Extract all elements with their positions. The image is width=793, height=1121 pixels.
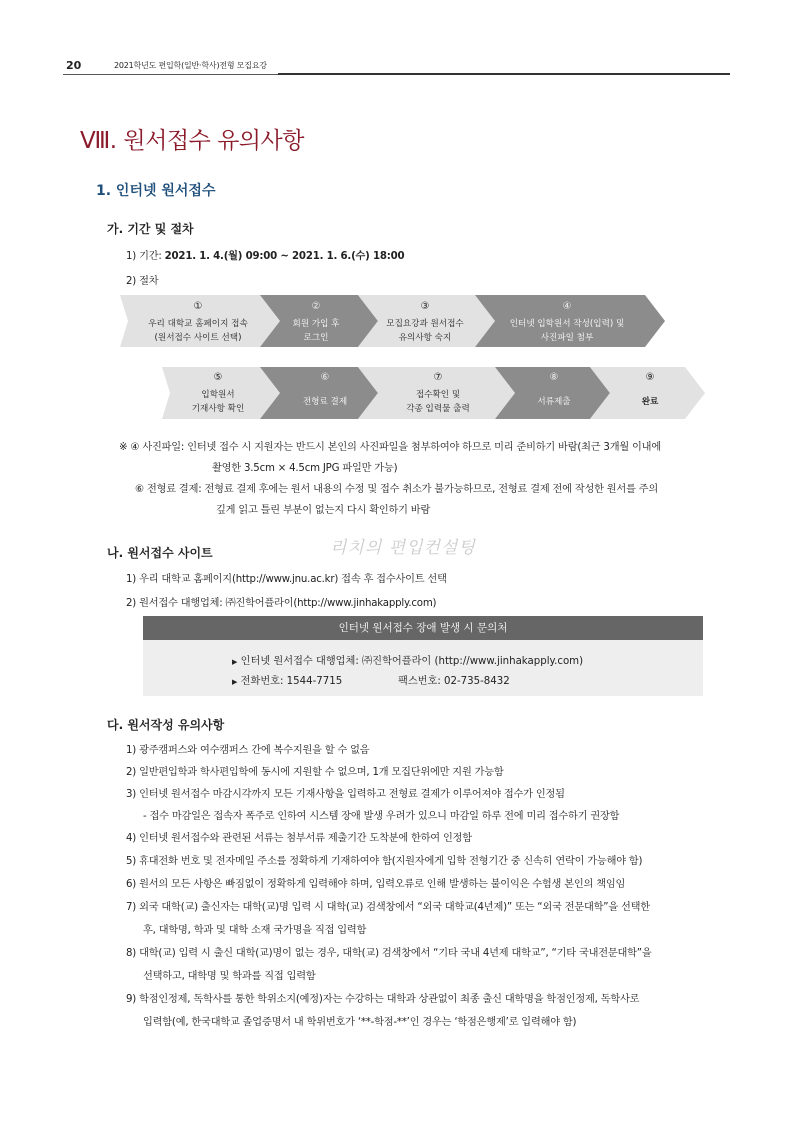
note-photo-text1: 인터넷 접수 시 지원자는 반드시 본인의 사진파일을 첨부하여야 하므로 미리 준비하기 바람(최근 3개월 이내에 [187,442,661,453]
step-7-num: ⑦ [433,372,443,383]
bullet-triangle-icon: ▶ [232,658,238,666]
chapter-title: Ⅷ. 원서접수 유의사항 [80,128,304,154]
step-1-line2: (원서접수 사이트 선택) [154,333,242,343]
note-fee-mark: ⑥ 전형료 결제: [135,484,202,495]
step-6-line1: 전형료 결제 [302,397,348,407]
notice-line-5: 5) 휴대전화 번호 및 전자메일 주소를 정확하게 기재하여야 함(지원자에게 입학 전형기간 중 신속히 연락이 가능해야 함) [126,856,643,867]
step-8-line1: 서류제출 [537,397,571,407]
notice-line-2: 2) 일반편입학과 학사편입학에 동시에 지원할 수 없으며, 1개 모집단위에만 지원 가능함 [126,767,504,778]
subsection-ga-title: 가. 기간 및 절차 [107,222,194,236]
header-divider-thick [278,73,730,75]
notice-line-9-cont: 입력함(예, 한국대학교 졸업증명서 내 학위번호가 ‘**-학점-**’인 경우는 ‘학점은행제’로 입력해야 함) [143,1017,577,1028]
site-item-2: 2) 원서접수 대행업체: ㈜진학어플라이(http://www.jinhakapply.com) [126,598,437,609]
step-7 [358,367,515,419]
notice-line-6: 6) 원서의 모든 사항은 빠짐없이 정확하게 입력해야 하며, 입력오류로 인해 발생하는 불이익은 수험생 본인의 책임임 [126,879,626,890]
contact-agency [232,652,583,667]
step-7-line1: 접수확인 및 [415,390,461,400]
notice-line-8: 8) 대학(교) 입력 시 출신 대학(교)명이 없는 경우, 대학(교) 검색창에서 “기타 국내 4년제 대학교”, “기타 국내전문대학”을 [126,948,652,959]
period-label: 1) 기간: [126,251,162,262]
page-number: 20 [66,59,82,72]
step-8-num: ⑧ [549,372,559,383]
step-6-num: ⑥ [320,372,330,383]
header-divider-thin [63,74,278,75]
step-4-line1: 인터넷 입학원서 작성(입력) 및 [509,319,625,329]
step-3 [358,295,495,347]
step-5 [162,367,280,419]
step-7-line2: 각종 입력물 출력 [406,404,470,414]
procedure-flow [120,295,720,425]
notice-line-8-cont: 선택하고, 대학명 및 학과를 직접 입력함 [143,971,316,982]
contact-agency-text: 인터넷 원서접수 대행업체: ㈜진학어플라이 (http://www.jinhakapply.com) [240,656,584,667]
contact-box-heading: 인터넷 원서접수 장애 발생 시 문의처 [143,616,703,640]
step-1 [120,295,280,347]
step-3-num: ③ [420,301,430,312]
note-fee-text1: 전형료 결제 후에는 원서 내용의 수정 및 접수 취소가 불가능하므로, 전형료 결제 전에 작성한 원서를 주의 [204,484,659,495]
contact-phone [232,672,342,687]
step-9-num: ⑨ [645,372,655,383]
step-5-line2: 기재사항 확인 [191,404,245,414]
contact-phone-text: 전화번호: 1544-7715 [240,676,343,687]
note-photo-mark: ※ ④ 사진파일: [119,442,185,453]
step-4-line2: 사진파일 첨부 [540,333,594,343]
step-1-num: ① [193,301,203,312]
subsection-da-title: 다. 원서작성 유의사항 [107,718,225,732]
watermark: 리치의 편입컨설팅 [330,538,476,558]
note-fee [135,480,658,495]
period-line [126,247,404,262]
notice-line-9: 9) 학점인정제, 독학사를 통한 학위소지(예정)자는 수강하는 대학과 상관없이 최종 출신 대학명을 학점인정제, 독학사로 [126,994,640,1005]
step-4-num: ④ [562,301,572,312]
notice-line-7-cont: 후, 대학명, 학과 및 대학 소재 국가명을 직접 입력함 [143,925,367,936]
step-9-line1: 완료 [641,397,659,407]
section-title: 1. 인터넷 원서접수 [96,183,216,199]
note-fee-text2: 깊게 읽고 틀린 부분이 없는지 다시 확인하기 바람 [216,505,431,516]
bullet-triangle-icon: ▶ [232,678,238,686]
note-photo-text2: 촬영한 3.5cm × 4.5cm JPG 파일만 가능) [212,463,398,474]
step-5-line1: 입학원서 [201,390,235,400]
step-3-line1: 모집요강과 원서접수 [386,319,464,329]
step-5-num: ⑤ [213,372,223,383]
step-2-num: ② [311,301,321,312]
subsection-na-title: 나. 원서접수 사이트 [107,546,213,560]
notice-line-1: 1) 광주캠퍼스와 여수캠퍼스 간에 복수지원을 할 수 없음 [126,745,370,756]
contact-fax-text: 팩스번호: 02-735-8432 [398,676,510,687]
step-2-line2: 로그인 [303,333,329,343]
notice-line-3: 3) 인터넷 원서접수 마감시각까지 모든 기재사항을 입력하고 전형료 결제가 이루어져야 접수가 인정됨 [126,789,565,800]
notice-line-7: 7) 외국 대학(교) 출신자는 대학(교)명 입력 시 대학(교) 검색창에서 “외국 대학교(4년제)” 또는 “외국 전문대학”을 선택한 [126,902,650,913]
step-1-line1: 우리 대학교 홈페이지 접속 [148,319,248,329]
note-photo [119,438,661,453]
period-value: 2021. 1. 4.(월) 09:00 ~ 2021. 1. 6.(수) 18:00 [164,251,405,262]
step-3-line2: 유의사항 숙지 [398,333,452,343]
step-4 [475,295,665,347]
notice-line-3-sub: - 접수 마감일은 접속자 폭주로 인하여 시스템 장애 발생 우려가 있으니 마감일 하루 전에 미리 접수하기 권장함 [143,811,620,822]
notice-line-4: 4) 인터넷 원서접수와 관련된 서류는 첨부서류 제출기간 도착분에 한하여 인정함 [126,833,472,844]
step-2-line1: 회원 가입 후 [292,319,340,329]
site-item-1: 1) 우리 대학교 홈페이지(http://www.jnu.ac.kr) 접속 후 접수사이트 선택 [126,574,447,585]
document-title: 2021학년도 편입학(일반·학사)전형 모집요강 [114,61,267,70]
procedure-label: 2) 절차 [126,276,159,287]
